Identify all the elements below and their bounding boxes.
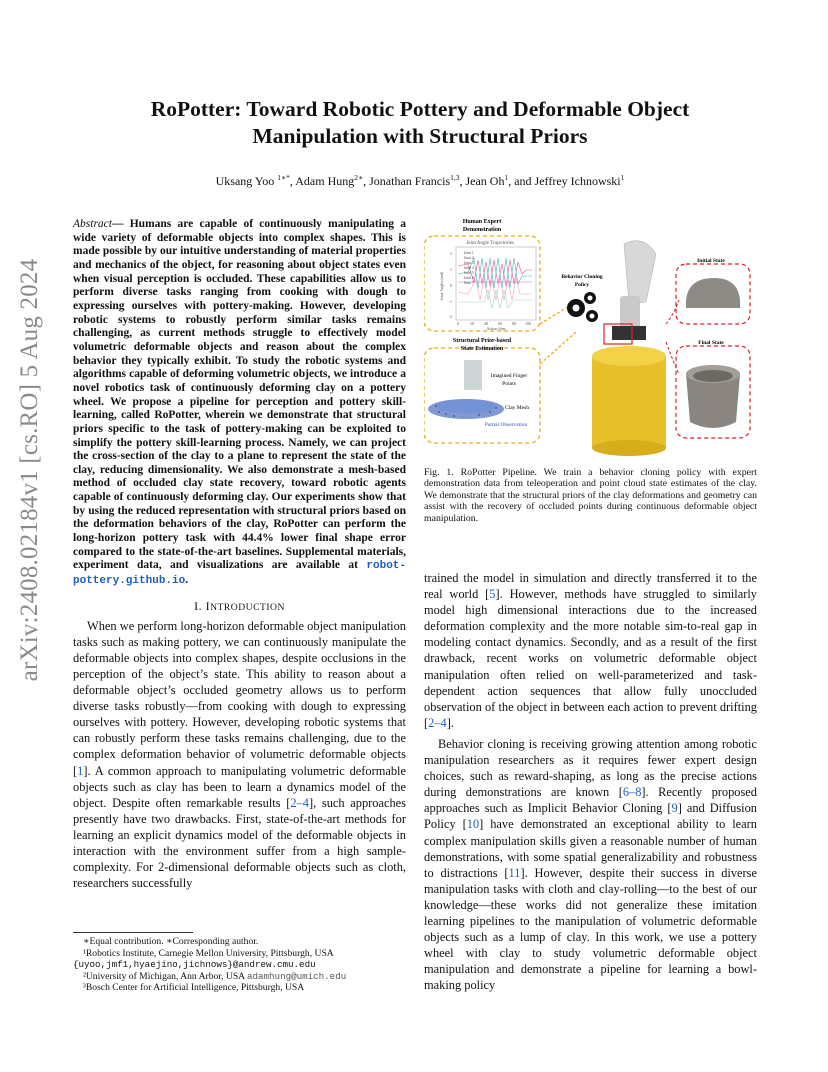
author-3-affil: 1,3 [450, 173, 460, 182]
legend-joint-6: Joint 6 [464, 276, 474, 280]
legend-joint-7: Joint 7 [464, 281, 474, 285]
label-clay-mesh: Clay Mesh [505, 405, 529, 411]
legend-joint-1: Joint 1 [464, 251, 474, 255]
label-fingers-1: Imagined Finger [490, 373, 528, 379]
author-1: Uksang Yoo [215, 174, 278, 188]
caption-label: Fig. 1. [424, 467, 454, 478]
plot-title: Joint Angle Trajectories [466, 241, 514, 246]
label-final-state: Final State [698, 340, 724, 346]
footnotes [73, 932, 406, 994]
author-2: , Adam Hung [289, 174, 355, 188]
footnote-affil-2 [73, 971, 406, 983]
footnote-text: ∗Equal contribution. [83, 936, 166, 947]
project-link[interactable]: robot-pottery.github.io [73, 560, 406, 588]
label-fingers-2: Points [502, 381, 516, 387]
legend-joint-5: Joint 5 [464, 271, 474, 275]
label-structural-2: State Estimation [460, 346, 504, 352]
author-1-affil: 1∗ [277, 173, 287, 182]
right-column-text [424, 570, 757, 993]
intro-paragraph-1 [73, 618, 406, 892]
label-policy-1: Behavior Cloning [561, 274, 603, 280]
citation-link[interactable]: 5 [489, 587, 496, 602]
arxiv-stamp-text: arXiv:2408.02184v1 [cs.RO] 5 Aug 2024 [16, 258, 43, 682]
figure-1 [424, 214, 757, 462]
intro-left-text [73, 618, 406, 892]
footnote-equal [73, 936, 406, 948]
text-run: When we perform long-horizon deformable object manipulation tasks such as making pottery, we can continuously manipulate the deformable objects into complex shapes, despite occlusions in the perception of the object’s state. This ability to reason about a deformable object’s occluded geometry allows us to perform diverse tasks robustly—from cooking with dough to expressing ourselves with pottery. However, developing robotic systems that can robustly perform these tasks remains challenging, due to the complex deformation behavior of volumetric deformable objects [ [73, 618, 406, 778]
citation-link[interactable]: 2–4 [290, 795, 309, 810]
text-run: trained the model in simulation and directly transferred it to the real world [ [424, 571, 757, 602]
text-run: Behavior cloning is receiving growing attention among robotic manipulation researchers as it requires fewer expert design choices, such as reward-shaping, as long as the precise actions during demonstrations are known [ [424, 736, 757, 800]
label-initial-state: Initial State [697, 258, 725, 264]
author-4: , Jean Oh [459, 174, 505, 188]
text-run: ]. Recently proposed approaches such as Implicit Behavior Cloning [ [424, 785, 757, 816]
legend-joint-2: Joint 2 [464, 256, 474, 260]
text-run: ]. [446, 715, 454, 730]
section-rest: NTRODUCTION [210, 601, 285, 613]
ytick: 2 [450, 251, 452, 256]
footnote-email-1: {uyoo,jmf1,hyaejino,jichnows}@andrew.cmu.edu [73, 959, 316, 970]
xtick: 100 [525, 321, 531, 326]
citation-link[interactable]: 2–4 [428, 715, 447, 730]
xtick: 20 [470, 321, 474, 326]
citation-link[interactable]: 1 [77, 763, 84, 778]
author-5: , and Jeffrey Ichnowski [508, 174, 621, 188]
abstract-label: Abstract [73, 218, 112, 230]
plot-legend [464, 251, 474, 285]
author-2-affil: 2∗ [354, 173, 364, 182]
section-initial: I [205, 598, 211, 613]
initial-clay [686, 278, 740, 308]
arrow-state-policy [540, 332, 576, 364]
label-demo-1: Human Expert [462, 219, 502, 225]
text-run: ]. However, despite their success in diverse manipulation tasks with cloth and clay-rolling—to the best of our knowledge—these works did not generalize these imitation learning pipelines to the manipulation of volumetric deformable objects such as a lump of clay. In this work, we use a pottery wheel with clay to study volumetric deformable object manipulation and demonstrate a pipeline for learning a bowl-making policy [424, 865, 757, 993]
arxiv-identifier-stamp [10, 120, 50, 820]
arrow-initial [666, 300, 679, 324]
label-demo-2: Demonstration [462, 227, 502, 233]
text-run: ]. A common approach to manipulating volumetric deformable objects such as clay has been to learn a dynamics model of the object. Despite often remarkable results [ [73, 763, 406, 810]
footnote-affil-1: ¹Robotics Institute, Carnegie Mellon University, Pittsburgh, USA [83, 947, 334, 959]
arrow-final [666, 342, 679, 374]
section-heading-introduction [73, 599, 406, 614]
citation-link[interactable]: 11 [508, 865, 521, 880]
left-column [73, 218, 406, 891]
author-3: , Jonathan Francis [363, 174, 451, 188]
label-partial-observation: Partial Observation [484, 422, 528, 428]
footnote-rule [73, 932, 193, 933]
author-5-affil: 1 [620, 173, 625, 182]
text-run: ], such approaches presently have two drawbacks. First, state-of-the-art methods for learning an explicit dynamics model of the deformable objects in interaction with the environment suffer from a high sample-complexity. For 2-dimensional deformable objects such as cloth, researchers successfully [73, 795, 407, 891]
label-structural-1: Structural Prior-based [452, 338, 512, 344]
pipeline-figure [424, 214, 757, 462]
author-4-affil: 1 [504, 173, 509, 182]
caption-text: RoPotter Pipeline. We train a behavior cloning policy with expert demonstration data from teleoperation and point cloud state estimates of the clay. We demonstrate that the structural priors of the clay deformations and geometry can assist with the recovery of occluded points during continuous deformable object manipulation. [424, 467, 757, 524]
robot-arm-photo [591, 241, 667, 456]
xtick: 40 [484, 321, 488, 326]
citation-link[interactable]: 10 [466, 817, 480, 832]
section-number: I. [194, 598, 206, 613]
label-policy-2: Policy [574, 282, 590, 288]
footnote-email-2: adamhung@umich.edu [246, 970, 347, 982]
citation-link[interactable]: 6–8 [622, 785, 642, 800]
title-line-1: RoPotter: Toward Robotic Pottery and Deformable Object [150, 97, 690, 121]
figure-caption [424, 467, 757, 524]
ytick: -1 [448, 299, 452, 304]
legend-joint-4: Joint 4 [464, 266, 474, 270]
right-paragraph-1 [424, 570, 757, 731]
abstract [73, 218, 406, 589]
ytick: -2 [448, 314, 452, 319]
point-cloud [428, 360, 504, 419]
abstract-end: . [185, 574, 189, 587]
footnote-text: ²University of Michigan, Ann Arbor, USA [83, 970, 247, 982]
text-run: ]. However, methods have struggled to similarly model high dimensional interactions due to the increased deformation complexity and the more notable sim-to-real gap in modeling contact dynamics. Secondly, and as a result of the first drawback, recent works on volumetric deformable object manipulation often relied on well-parameterized and task-dependent action sequences that allow fully unoccluded observation of the object in between each action to prevent drifting [ [424, 587, 757, 730]
plot-xlabel: Action Step [486, 326, 506, 331]
ytick: 1 [450, 267, 452, 272]
right-paragraph-2 [424, 736, 757, 994]
paper-title [100, 96, 740, 150]
text-run: ] have demonstrated an exceptional ability to learn complex manipulation skills given a reasonable number of human demonstrations, with some spatial generalizability and robustness to distractions [ [424, 817, 757, 880]
xtick: 0 [457, 321, 459, 326]
gear-icon [567, 292, 598, 322]
final-bowl [686, 365, 740, 428]
ytick: 0 [450, 283, 452, 288]
plot-ylabel: Joint Angles (rad) [439, 271, 444, 301]
citation-link[interactable]: 9 [671, 801, 678, 816]
xtick: 80 [512, 321, 516, 326]
abstract-text: Humans are capable of continuously manipulating a wide variety of deformable objects into complex shapes. This is made possible by our intuitive understanding of material properties and mechanics of the object, for reasoning about object states even when visual perception is occluded. These capabilities allow us to perform diverse tasks ranging from cooking with dough to expressing ourselves with pottery-making. However, developing robotic systems to robustly perform similar tasks remains challenging, as current methods struggle to effectively model volumetric deformable objects and reason about the complex behavior they typically exhibit. To study the robotic systems and algorithms capable of deforming volumetric objects, we introduce a novel robotics task of continuously deforming clay on a pottery wheel. We propose a pipeline for perception and pottery skill-learning, called RoPotter, wherein we demonstrate that structural priors specific to the task of pottery-making can be exploited to simplify the pottery skill-learning process. Namely, we can project the cross-section of the clay to a plane to represent the state of the clay, reducing dimensionality. We also demonstrate a mesh-based method of occluded clay state recovery, toward robotic agents capable of continuously deforming clay. Our experiments show that by using the reduced representation with structural priors based on the deformation behaviors of the clay, RoPotter can perform the long-horizon pottery task with 44.4% lower final shape error compared to the state-of-the-art baselines. Supplemental materials, experiment data, and visualizations are available at [73, 218, 406, 572]
text-run: ] and Diffusion Policy [ [424, 801, 757, 832]
xtick: 60 [498, 321, 502, 326]
title-line-2: Manipulation with Structural Priors [252, 124, 588, 148]
footnote-text: ∗Corresponding author. [166, 936, 259, 947]
footnote-affil-3: ³Bosch Center for Artificial Intelligence, Pittsburgh, USA [83, 982, 305, 993]
legend-joint-3: Joint 3 [464, 261, 474, 265]
abstract-dash: — [111, 218, 130, 230]
author-list: Uksang Yoo $^{1∗*}$, Adam Hung$^{2∗}$, Jonathan Francis$^{1,3}$, Jean Oh$^1$, and Jeffrey Ichnowski$^1$ [215, 173, 625, 188]
